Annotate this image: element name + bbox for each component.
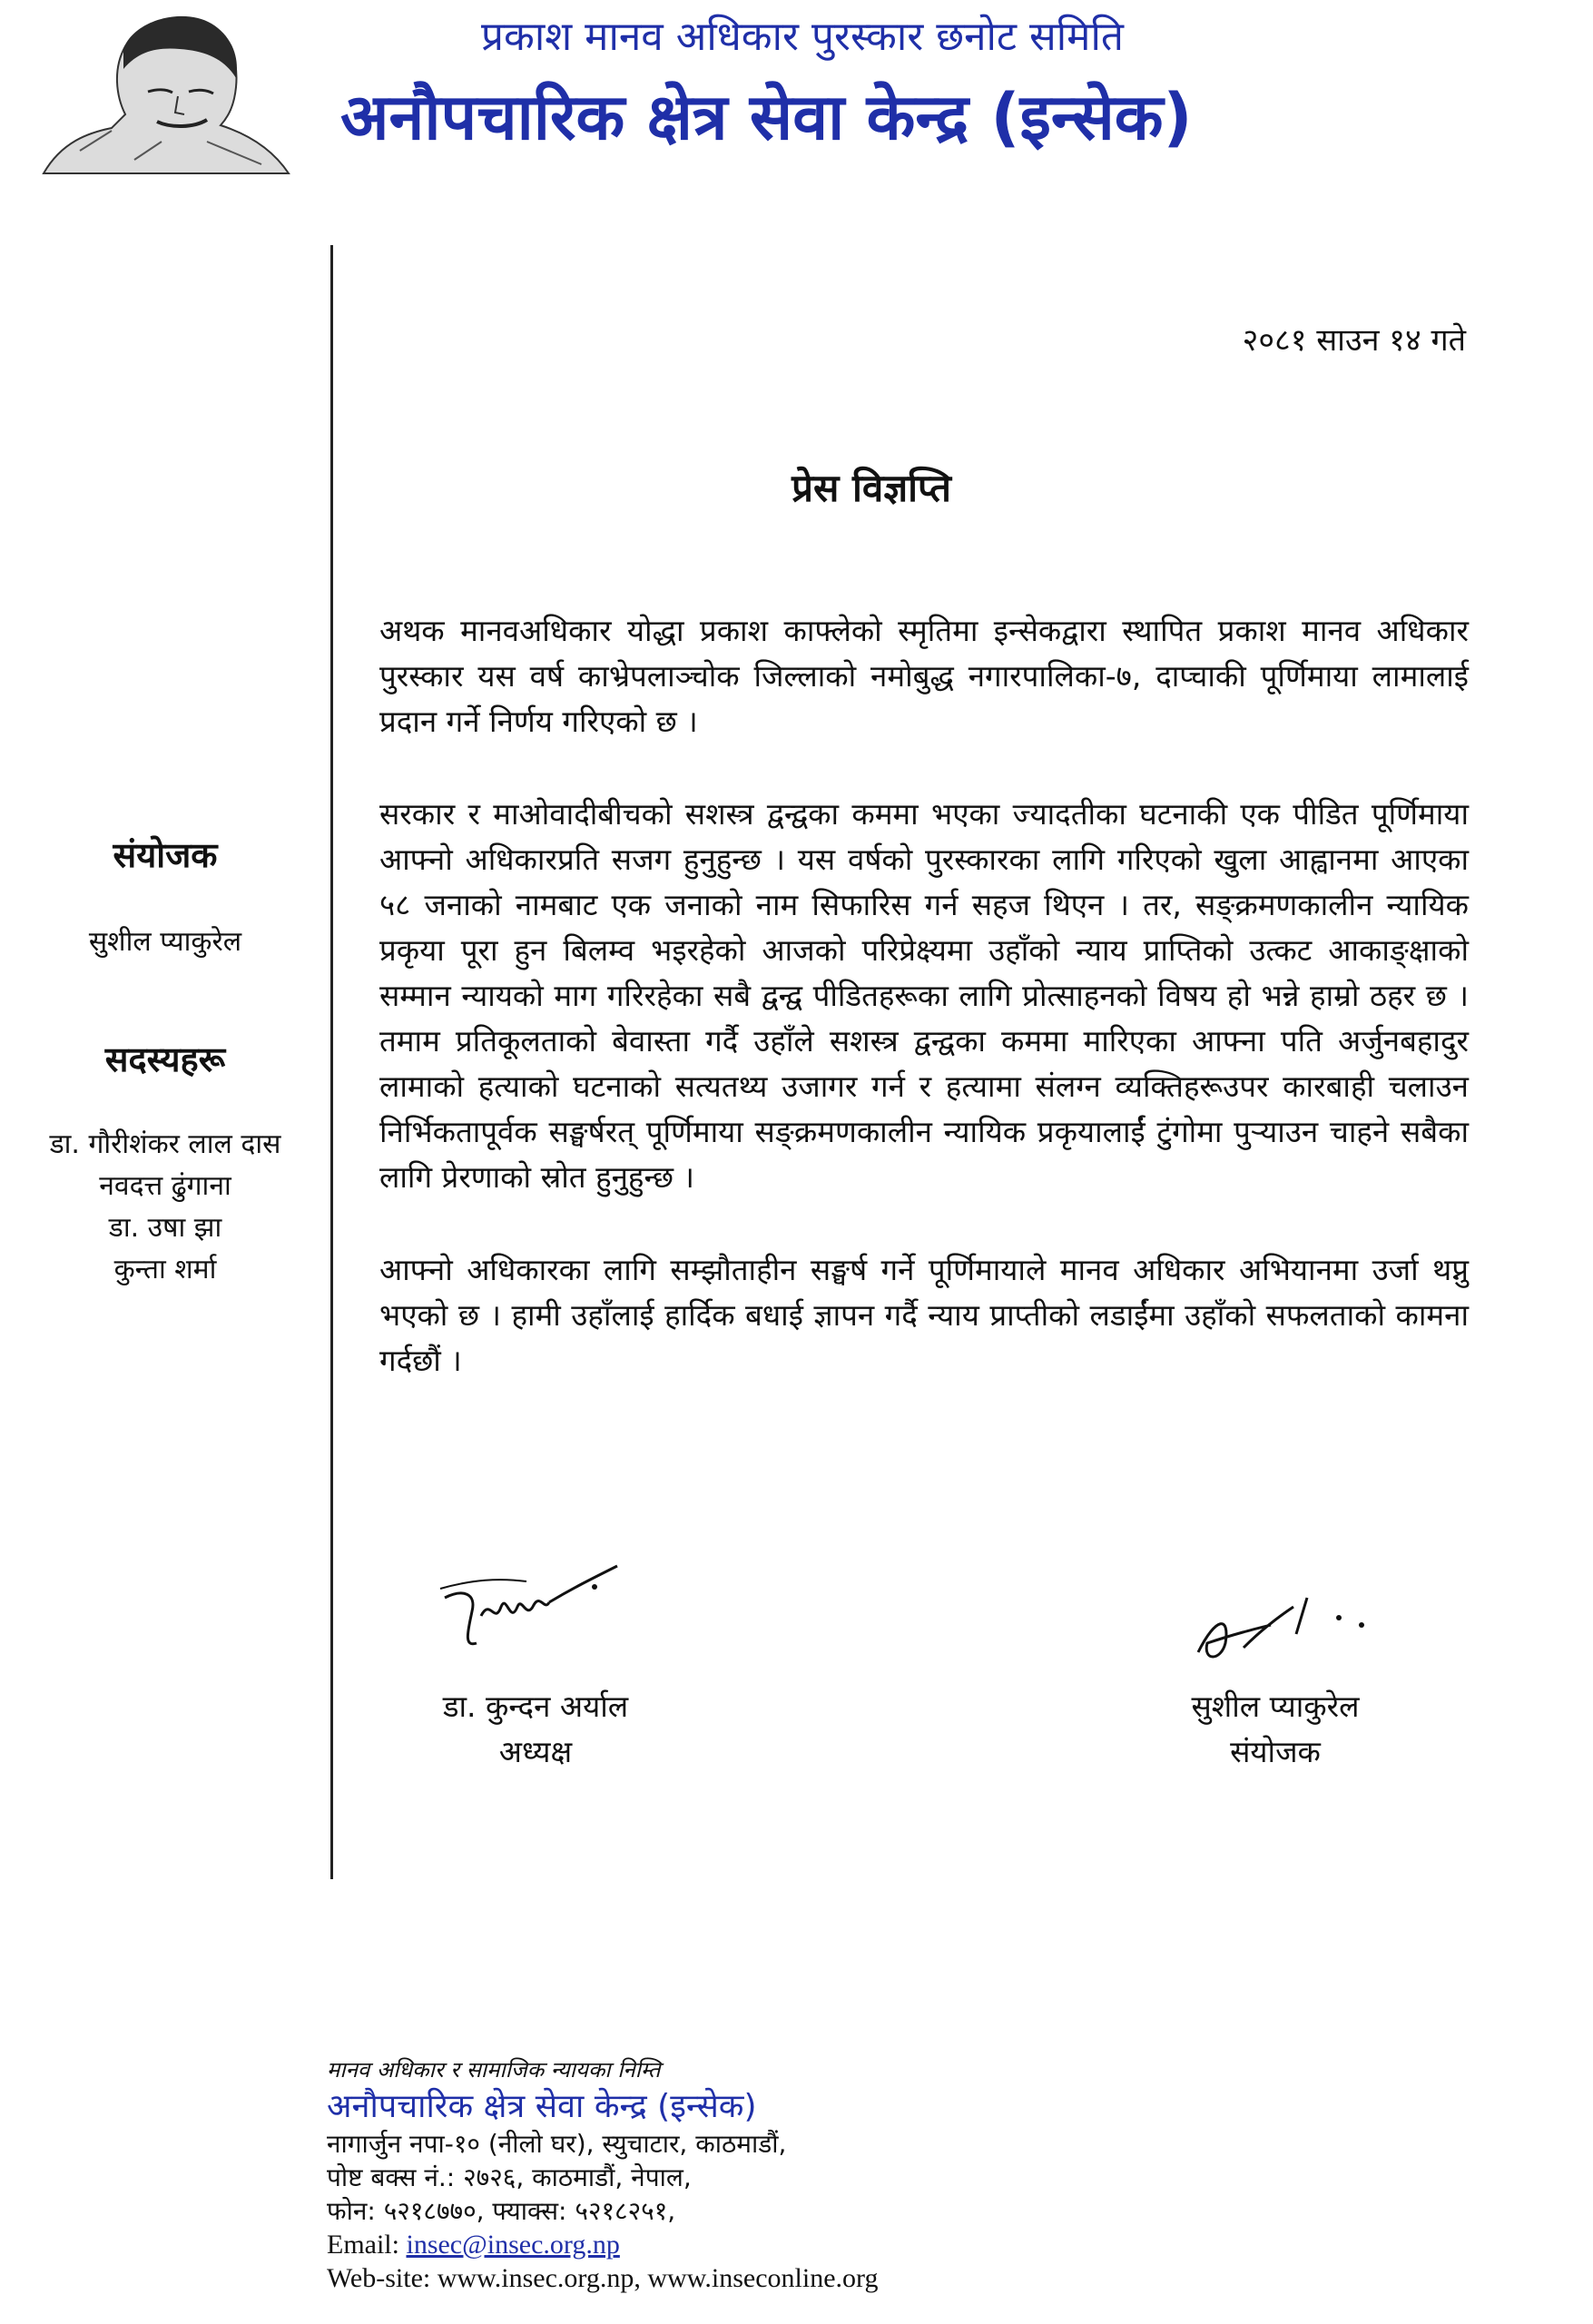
paragraph-3: आफ्नो अधिकारका लागि सम्झौताहीन सङ्घर्ष गर्ने पूर्णिमायाले मानव अधिकार अभियानमा उर्जा थप्नु भएको छ । हामी उहाँलाई हार्दिक बधाई ज्ञापन गर्दै न्याय प्राप्तीको लडाईंमा उहाँको सफलताको कामना गर्दछौं । xyxy=(379,1252,1469,1378)
signature-block-coordinator xyxy=(1103,1684,1448,1775)
coordinator-name: सुशील प्याकुरेल xyxy=(88,926,242,958)
member-name: डा. उषा झा xyxy=(108,1212,222,1244)
coordinator-sign-role: संयोजक xyxy=(1230,1734,1321,1769)
members-heading: सदस्यहरू xyxy=(104,1039,226,1079)
footer-address-line2: पोष्ट बक्स नं.: २७२६, काठमाडौं, नेपाल, xyxy=(327,2162,692,2192)
footer-organization: अनौपचारिक क्षेत्र सेवा केन्द्र (इन्सेक) xyxy=(327,2088,757,2125)
footer-tagline: मानव अधिकार र सामाजिक न्यायका निम्ति xyxy=(327,2057,661,2083)
signature-block-chair xyxy=(363,1684,708,1775)
sidebar-members-list xyxy=(0,1124,330,1291)
footer-website: Web-site: www.insec.org.np, www.inseconline.org xyxy=(327,2263,879,2293)
footer-contact xyxy=(327,2053,878,2295)
founder-portrait-sketch xyxy=(25,5,303,178)
organization-title: अनौपचारिक क्षेत्र सेवा केन्द्र (इन्सेक) xyxy=(340,80,1193,154)
press-release-title: प्रेस विज्ञप्ति xyxy=(792,466,951,510)
footer-address-line1: नागार्जुन नपा-१० (नीलो घर), स्युचाटार, काठमाडौं, xyxy=(327,2129,787,2159)
paragraph-1: अथक मानवअधिकार योद्धा प्रकाश काफ्लेको स्मृतिमा इन्सेकद्वारा स्थापित प्रकाश मानव अधिकार पुरस्कार यस वर्ष काभ्रेपलाञ्चोक जिल्लाको नमोबुद्ध नगारपालिका-७, दाप्चाकी पूर्णिमाया लामालाई प्रदान गर्ने निर्णय गरिएको छ । xyxy=(379,613,1469,739)
document-date: २०८१ साउन १४ गते xyxy=(1242,322,1466,359)
sidebar-coordinator-heading xyxy=(0,831,330,878)
coordinator-signature xyxy=(1180,1580,1380,1670)
footer-email-line xyxy=(327,2228,878,2261)
member-name: नवदत्त ढुंगाना xyxy=(99,1170,231,1202)
sidebar-members-heading xyxy=(0,1035,330,1082)
member-name: डा. गौरीशंकर लाल दास xyxy=(49,1128,281,1160)
chair-role: अध्यक्ष xyxy=(498,1734,573,1769)
chairperson-signature xyxy=(436,1561,635,1670)
paragraph-2: सरकार र माओवादीबीचको सशस्त्र द्वन्द्वका कममा भएका ज्यादतीका घटनाकी एक पीडित पूर्णिमाया आफ्नो अधिकारप्रति सजग हुनुहुन्छ । यस वर्षको पुरस्कारका लागि गरिएको खुला आह्वानमा आएका ५८ जनाको नामबाट एक जनाको नाम सिफारिस गर्न सहज थिएन । तर, सङ्क्रमणकालीन न्यायिक प्रकृया पूरा हुन बिलम्व भइरहेको आजको परिप्रेक्ष्यमा उहाँको न्याय प्राप्तिको उत्कट आकाङ्क्षाको सम्मान न्यायको माग गरिरहेका सबै द्वन्द्व पीडितहरूका लागि प्रोत्साहनको विषय हो भन्ने हाम्रो ठहर छ । तमाम प्रतिकूलताको बेवास्ता गर्दै उहाँले सशस्त्र द्वन्द्वका कममा मारिएका आफ्ना पति अर्जुनबहादुर लामाको हत्याको घटनाको सत्यतथ्य उजागर गर्न र हत्यामा संलग्न व्यक्तिहरूउपर कारबाही चलाउन निर्भिकतापूर्वक सङ्घर्षरत् पूर्णिमाया सङ्क्रमणकालीन न्यायिक प्रकृयालाईं टुंगोमा पुऱ्याउन चाहने सबैका लागि प्रेरणाको स्रोत हुनुहुन्छ । xyxy=(379,796,1469,1195)
member-name: कुन्ता शर्मा xyxy=(113,1254,217,1285)
email-link[interactable]: insec@insec.org.np xyxy=(406,2230,620,2260)
coordinator-sign-name: सुशील प्याकुरेल xyxy=(1191,1689,1360,1724)
coordinator-heading: संयोजक xyxy=(113,835,218,875)
email-label: Email: xyxy=(327,2230,407,2260)
chair-name: डा. कुन्दन अर्याल xyxy=(442,1689,629,1724)
footer-phone: फोन: ५२१८७७०, फ्याक्स: ५२१८२५१, xyxy=(327,2196,676,2226)
sidebar-coordinator xyxy=(0,921,330,963)
press-release-body xyxy=(379,608,1469,1431)
committee-subtitle: प्रकाश मानव अधिकार पुरस्कार छनोट समिति xyxy=(481,14,1124,60)
